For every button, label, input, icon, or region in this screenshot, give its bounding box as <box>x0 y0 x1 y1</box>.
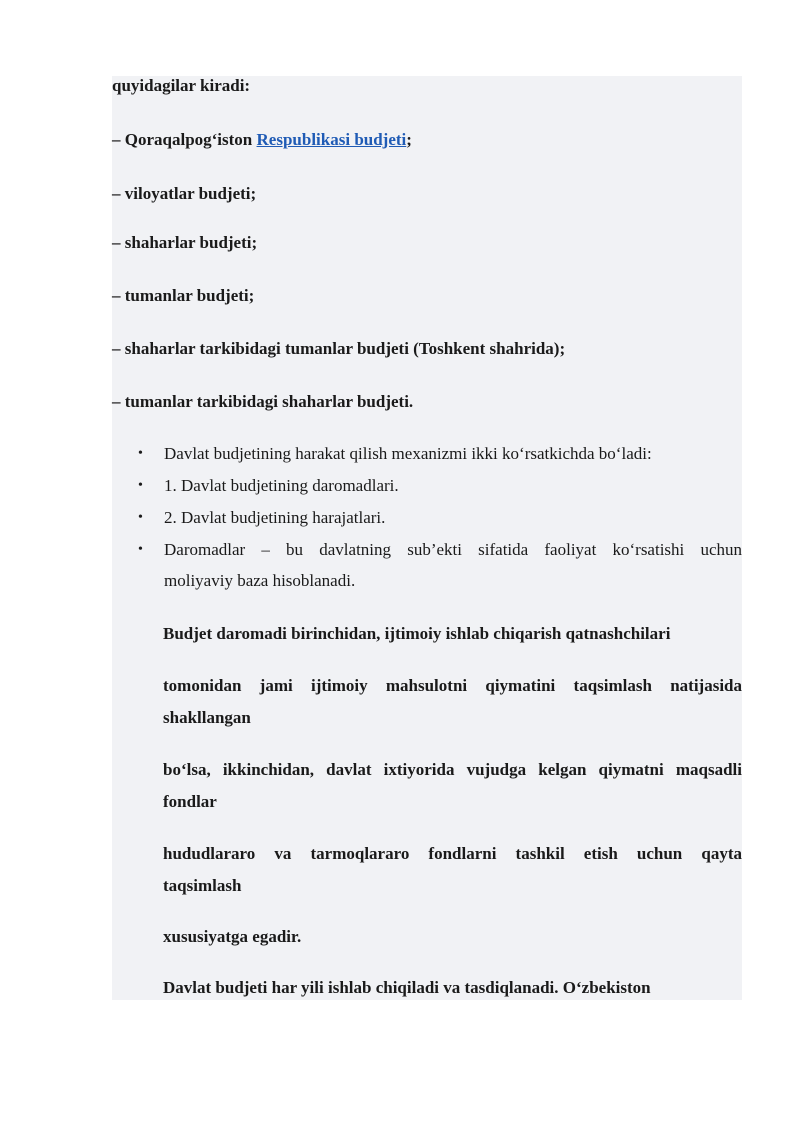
bullet-text: moliyaviy baza hisoblanadi. <box>164 571 356 590</box>
bullet-text: 2. Davlat budjetining harajatlari. <box>164 508 386 527</box>
list-item-suffix: ; <box>406 130 412 149</box>
paragraph-line: xususiyatga egadir. <box>163 927 302 946</box>
bullet-text: Davlat budjetining harakat qilish mexanizmi ikki ko‘rsatkichda bo‘ladi: <box>164 444 652 463</box>
paragraph-line: shakllangan <box>163 708 251 727</box>
paragraph-line: hududlararo va tarmoqlararo fondlarni tashkil etish uchun qayta <box>163 844 742 863</box>
list-item-shaharlar: – shaharlar budjeti; <box>112 233 258 252</box>
list-item-tumanlar: – tumanlar budjeti; <box>112 286 255 305</box>
paragraph-line: Davlat budjeti har yili ishlab chiqiladi va tasdiqlanadi. O‘zbekiston <box>163 978 651 997</box>
list-item-shahar-tumanlar: – shaharlar tarkibidagi tumanlar budjeti (Toshkent shahrida); <box>112 339 566 358</box>
paragraph-line: tomonidan jami ijtimoiy mahsulotni qiymatini taqsimlash natijasida <box>163 676 742 695</box>
list-item-tuman-shaharlar: – tumanlar tarkibidagi shaharlar budjeti. <box>112 392 414 411</box>
bullet-text: 1. Davlat budjetining daromadlari. <box>164 476 399 495</box>
list-item-qoraqalpogiston <box>112 126 412 153</box>
list-item-prefix: – Qoraqalpog‘iston <box>112 130 257 149</box>
paragraph-line: Budjet daromadi birinchidan, ijtimoiy ishlab chiqarish qatnashchilari <box>163 624 671 643</box>
bullet-text: Daromadlar – bu davlatning sub’ekti sifatida faoliyat ko‘rsatishi uchun <box>164 540 742 559</box>
paragraph-line: bo‘lsa, ikkinchidan, davlat ixtiyorida vujudga kelgan qiymatni maqsadli <box>163 760 742 779</box>
list-item-viloyatlar: – viloyatlar budjeti; <box>112 184 257 203</box>
bullet-icon: • <box>138 478 143 493</box>
bullet-icon: • <box>138 510 143 525</box>
bullet-icon: • <box>138 446 143 461</box>
bullet-icon: • <box>138 542 143 557</box>
paragraph-line: taqsimlash <box>163 876 242 895</box>
intro-text: quyidagilar kiradi: <box>112 76 251 95</box>
respublikasi-budjeti-link[interactable]: Respublikasi budjeti <box>256 130 407 149</box>
paragraph-line: fondlar <box>163 792 217 811</box>
